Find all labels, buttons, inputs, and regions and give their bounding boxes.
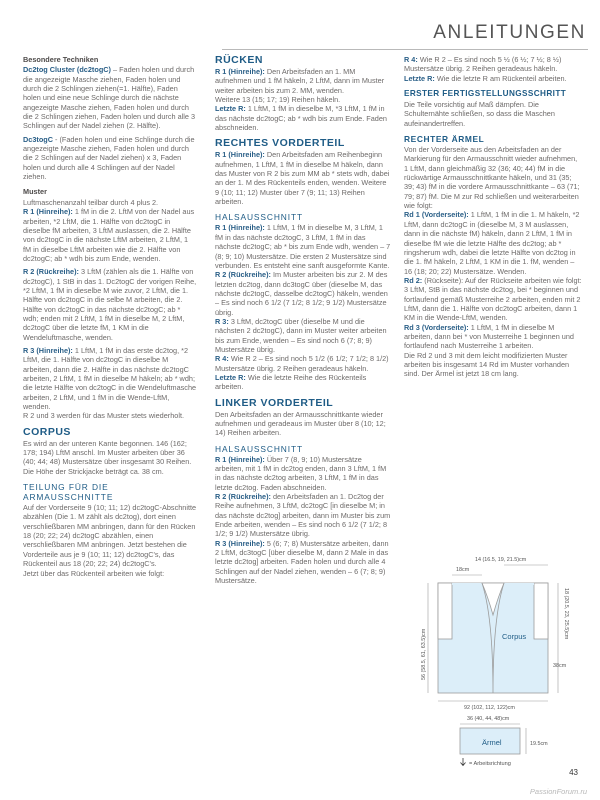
text: den Arbeitsfaden an 1. Dc2tog der Reihe aufnehmen, 3 LftM, dc2togC [in dieselbe M; in das nächste dc2tog] arbeiten, dann im Muster bis zum Ende arbeiten, wenden – Es sind noch 6 1/2 (7 1/2; 8 1/2; 9 1/2) Mustersätze übrig.: [215, 492, 391, 539]
linker-vorderteil-heading: LINKER VORDERTEIL: [215, 396, 334, 409]
term: Letzte R:: [215, 104, 246, 114]
sleeve-label: Ärmel: [482, 738, 502, 747]
text: 1 LftM, 1 fM in die 1. M häkeln, *2 LftM, dann dc2togC in (dieselbe M, 3 M auslassen, dann in die nächste fM) häkeln, dann 2 LftM, 1 fM in dieselbe fM wie die letzte Hälfte des dc2tog; ab * ringsherum wdh, dabei die letzte Hälfte von dc2tog in die 1. fM häkeln, 2 LftM, 1 KM in die 1. fM, wenden – 16 (18; 20; 22) Mustersätze.: [404, 210, 580, 276]
text: Den Arbeitsfaden am Reihenbeginn aufnehmen, 1 LftM, 1 fM in dieselbe M häkeln, dann das Muster von R 2 bis zum MM ab * stets wdh, dabei an der 1. M des Rückenteils enden, wenden. Weitere 9 (10; 11; 12) Muster über 7 (9; 11; 13) Reihen arbeiten.: [215, 150, 390, 207]
term: R 2 (Rückreihe):: [23, 267, 79, 277]
paragraph-dc3togc: [23, 135, 197, 182]
paragraph-r1: [23, 207, 197, 263]
text: - (Faden holen und eine Schlinge durch die angezeigte Masche ziehen, Faden holen und durch die 2 Schlingen auf der Nadel ziehen) x 3, Faden holen und durch alle 4 Schlingen auf der Nadel ziehen.: [23, 134, 195, 182]
paragraph-linker: Den Arbeitsfaden an der Armausschnittkante wieder aufnehmen und geradeaus im Muster über 8 (10; 12; 14) Reihen arbeiten.: [215, 409, 386, 438]
muster-intro: Luftmaschenanzahl teilbar durch 4 plus 2.: [23, 197, 159, 207]
paragraph-hals2-r3: [215, 539, 391, 586]
arrow-note-label: = Arbeitsrichtung: [469, 761, 511, 767]
rechter-aermel-heading: RECHTER ÄRMEL: [404, 134, 485, 145]
bottom-measure-label: 92 (102, 112, 122)cm: [464, 705, 515, 711]
paragraph-hals-r4: [215, 354, 391, 373]
term: R 2 (Rückreihe):: [215, 270, 271, 280]
paragraph-ruecken-r1: [215, 67, 391, 95]
text: Wie die letzte Reihe des Rückenteils arbeiten.: [215, 372, 367, 392]
teilung-heading: TEILUNG FÜR DIE ARMAUSSCHNITTE: [23, 482, 114, 503]
muster-heading: Muster: [23, 187, 47, 197]
paragraph-corpus: Es wird an der unteren Kante begonnen. 146 (162; 178; 194) LftM anschl. Im Muster arbeiten über 36 (40; 44; 48) Mustersätze über insgesamt 30 Reihen. Die Höhe der Strickjacke beträgt ca. 38 cm.: [23, 438, 192, 476]
paragraph-hals-r1: [215, 223, 391, 270]
armhole-notch-right: [534, 583, 548, 639]
text: Wenden.: [497, 266, 527, 276]
paragraph-ruecken-letzte: [215, 104, 391, 132]
term: Letzte R:: [404, 73, 435, 83]
text: (Rückseite): Auf der Rückseite arbeiten wie folgt: 3 LftM, StB in das nächste dc2tog, bei * beginnen und fortlaufend gemäß Musterreihe 2 arbeiten, enden mit 2 LftM, dann die 1. Hälfte von dc2togC arbeiten, dann 1 KM in die Wende-LftM, wenden.: [404, 275, 582, 323]
text: Wie die letzte R am Rückenteil arbeiten.: [434, 73, 567, 83]
term: R 1 (Hinreihe):: [23, 207, 73, 217]
sleeve-top-label: 36 (40, 44, 48)cm: [467, 716, 510, 722]
term: R 1 (Hinreihe):: [215, 454, 265, 464]
paragraph-hals-r2: [215, 270, 391, 317]
term: R 1 (Hinreihe):: [215, 150, 265, 160]
text: – Faden holen und durch die angezeigte Masche ziehen, Faden holen und durch die 2 Schlingen ziehen(=1. Hälfte), Faden holen und eine neue Schlinge durch die nächste angezeigte Masche ziehen, Faden holen und durch die 2 Schlingen ziehen, Faden holen und durch alle 3 Schlingen auf der Nadel ziehen (2. Hälfte).: [23, 65, 196, 131]
fertigstellung-heading: ERSTER FERTIGSTELLUNGSSCHRITT: [404, 89, 567, 99]
ruecken-heading: RÜCKEN: [215, 54, 263, 66]
schematic-diagram: [400, 555, 590, 770]
halsausschnitt2-heading: HALSAUSSCHNITT: [215, 443, 303, 454]
term: R 1 (Hinreihe):: [215, 67, 265, 76]
paragraph-teilung: Auf der Vorderseite 9 (10; 11; 12) dc2togC-Abschnitte abzählen (Die 1. M zählt als dc2tog), dort einen verschließbaren MM anbringen, dann für den Rücken 18 (20; 22; 24) dc2togC abzählen, einen verschließbaren MM anbringen. Jetzt bestehen die Vorderteile aus je 9 (10; 11; 12) dc2togC's, das Rückenteil aus 18 (20; 22; 24) dc2togC's.: [23, 503, 197, 569]
text: Über 7 (8, 9; 10) Mustersätze arbeiten, mit 1 fM in dc2tog enden, dann 3 LftM, 1 fM in das nächste dc2tog arbeiten, 3 LftM, 1 fM in das letzte dc2tog. Faden abschneiden.: [215, 454, 387, 492]
paragraph-r4: [404, 55, 582, 74]
watermark: PassionForum.ru: [529, 787, 587, 796]
text: 1 fM in die 2. LftM von der Nadel aus arbeiten, *2 LftM, die 1. Hälfte von dc2togC in dieselbe fM arbeiten, 3 LftM auslassen, die 2. Hälfte von dc2togC in die nächste LftM arbeiten, 2 LftM, 1 fM in dieselbe LftM arbeiten wie die 2. Hälfte von dc2togC; ab * wdh bis zum Ende, wenden.: [23, 207, 195, 263]
left-measure-label: 56 (58.5, 61, 63.5)cm: [421, 628, 427, 680]
text: 1 LftM, 1 fM in dieselbe M arbeiten, dann bei * von Musterreihe 1 beginnen und fortlaufend nach Musterreihe 1 arbeiten.: [404, 322, 574, 351]
text: Im Muster arbeiten bis zur 2. M des letzten dc2tog, dann dc3togC über (dieselbe M, das nächste dc2togC, dasselbe dc2togC) häkeln, wenden – Es sind noch 6 1/2 (7 1/2; 8 1/2; 9 1/2) Mustersätze übrig.: [215, 270, 388, 317]
term: R 3:: [215, 316, 229, 326]
paragraph-rd2: [404, 276, 582, 323]
text: 1 LftM, 1 fM in dieselbe M, *3 LftM, 1 fM in das nächste dc2togC; ab * wdh bis zum Ende. Faden abschneiden.: [215, 104, 387, 133]
column-middle: [215, 55, 391, 590]
column-left: [23, 55, 197, 582]
text: Den Arbeitsfaden an 1. MM aufnehmen und 1 fM häkeln, 2 LftM, dann im Muster weiter arbeiten bis zum 2. MM, wenden.: [215, 67, 385, 95]
arrow-down-icon: [461, 758, 466, 766]
right-inner-label: 38cm: [553, 663, 567, 669]
techniques-heading: Besondere Techniken: [23, 55, 99, 64]
text: 3 LftM (zählen als die 1. Hälfte von dc2togC), 1 StB in das 1. Dc2togC der vorigen Reihe, *2 LftM, 1 fM in dieselbe M wie zuvor, 2 LftM, die 1. Hälfte von dc2togC in die selbe M arbeiten, die 2. Hälfte von dc2togC in das nächste dc2togC; ab * wdh; enden mit 2 LftM, 1 fM in dieselbe M, 2 LftM, dc2togC über die letzte fM, 1 KM in die Wendeluftmasche, wenden.: [23, 267, 197, 342]
paragraph-rd1: [404, 210, 582, 275]
term: R 2 (Rückreihe):: [215, 492, 271, 502]
term: R 1 (Hinreihe):: [215, 223, 265, 233]
paragraph-letzte: [404, 74, 582, 83]
text: 1 LftM, 1 fM in das erste dc2tog, *2 LftM, die 1. Hälfte von dc2togC in dieselbe M arbeiten, dann die 2. Hälfte in das nächste dc2togC arbeiten, 2 LftM, 1 fM in dieselbe M häkeln; ab * wdh; die letzte Hälfte von dc2togC in die Wendeluftmasche arbeiten, 2 LftM, und 1 fM in die Wende-LftM, wenden.: [23, 345, 197, 412]
term: Rd 3 (Vorderseite):: [404, 322, 469, 332]
paragraph-hals2-r2: [215, 492, 391, 539]
term: Letzte R:: [215, 372, 246, 382]
paragraph-ruecken-weitere: Weitere 13 (15; 17; 19) Reihen häkeln.: [215, 95, 341, 105]
term: Rd 1 (Vorderseite):: [404, 210, 469, 220]
paragraph-hals-letzte: [215, 373, 391, 392]
top-depth-label: 18cm: [456, 567, 470, 573]
page-header-title: ANLEITUNGEN: [433, 22, 586, 43]
text: 5 (6; 7; 8) Mustersätze arbeiten, dann 2 LftM, dc3togC [über dieselbe M, dann 2 Male in das letzte dc2tog] arbeiten. Faden holen und durch alle 4 Schlingen auf der Nadel ziehen, wenden – 6 (7; 8; 9) Mustersätze.: [215, 538, 389, 586]
halsausschnitt-heading: HALSAUSSCHNITT: [215, 212, 303, 223]
paragraph-teilung-last: Jetzt über das Rückenteil arbeiten wie folgt:: [23, 568, 165, 578]
paragraph-hals2-r1: [215, 455, 391, 492]
header-divider: [222, 49, 588, 50]
paragraph-hals-r3: [215, 317, 391, 354]
corpus-label: Corpus: [502, 632, 527, 641]
paragraph-fertig: Die Teile vorsichtig auf Maß dämpfen. Die Schulternähte schließen, so dass die Maschen aufeinandertreffen.: [404, 100, 555, 128]
term: R 4:: [404, 55, 418, 64]
term: R 3 (Hinreihe):: [215, 538, 265, 548]
paragraph-r2: [23, 267, 197, 342]
paragraph-aermel: Von der Vorderseite aus den Arbeitsfaden an der Markierung für den Armausschnitt wieder aufnehmen, 1 LftM, dann gleichmäßig 32 (36; 40; 44) fM in die rückwärtige Armausschnittkante häkeln, und 31 (35; 39; 43) fM in die vordere Armausschnittkante – 63 (71; 79; 87) fM. Die M zur Rd schließen und weiterarbeiten wie folgt:: [404, 145, 580, 211]
rechtes-vorderteil-heading: RECHTES VORDERTEIL: [215, 137, 345, 150]
armhole-notch-left: [438, 583, 452, 639]
term: Dc3togC: [23, 134, 53, 144]
term: R 4:: [215, 354, 229, 364]
text: Wie R 2 – Es sind noch 5 ½ (6 ½; 7 ½; 8 ½) Mustersätze übrig. 2 Reihen geradeaus häkeln.: [404, 55, 562, 74]
paragraph-r3: [23, 346, 197, 411]
page-number: 43: [569, 768, 578, 777]
column-right: [404, 55, 582, 383]
paragraph-dc2tog-cluster: [23, 65, 197, 130]
top-measure-label: 14 (16.5, 19, 21.5)cm: [475, 557, 527, 563]
paragraph-rechtes-r1: [215, 150, 391, 206]
text: 1 LftM, 1 fM in dieselbe M, 3 LftM, 1 fM in das nächste dc2togC, 3 LftM, 1 fM in das nächste dc2togC; ab * bis zum Ende wdh, wenden – 7 (8; 9; 10) Mustersätze. Die ersten 2 Mustersätze sind verbunden. Es entsteht eine sanft ausgeformte Kante.: [215, 223, 391, 270]
text: 3 LftM, dc2togC über (dieselbe M und die nächsten 2 dc2togC), dann im Muster weiter arbeiten bis zum Ende, wenden – Es sind noch 6 (7; 8; 9) Mustersätze übrig.: [215, 316, 387, 354]
paragraph-rd3: [404, 323, 582, 351]
paragraph-final: Die Rd 2 und 3 mit dem leicht modifizierten Muster arbeiten bis insgesamt 14 Rd im Muster vorhanden sind. Der Ärmel ist jetzt 18 cm lang.: [404, 350, 570, 379]
sleeve-height-label: 19.5cm: [530, 741, 548, 747]
term: Rd 2:: [404, 275, 423, 285]
paragraph-repeat: R 2 und 3 werden für das Muster stets wiederholt.: [23, 411, 185, 421]
term: R 3 (Hinreihe):: [23, 345, 73, 355]
text: Wie R 2 – Es sind noch 5 1/2 (6 1/2; 7 1/2; 8 1/2) Mustersätze übrig. 2 Reihen geradeaus häkeln.: [215, 354, 389, 373]
term: Dc2tog Cluster (dc2togC): [23, 65, 111, 75]
right-outer-label: 18 (20.5, 23, 25.5)cm: [563, 588, 569, 640]
corpus-heading: CORPUS: [23, 425, 71, 438]
